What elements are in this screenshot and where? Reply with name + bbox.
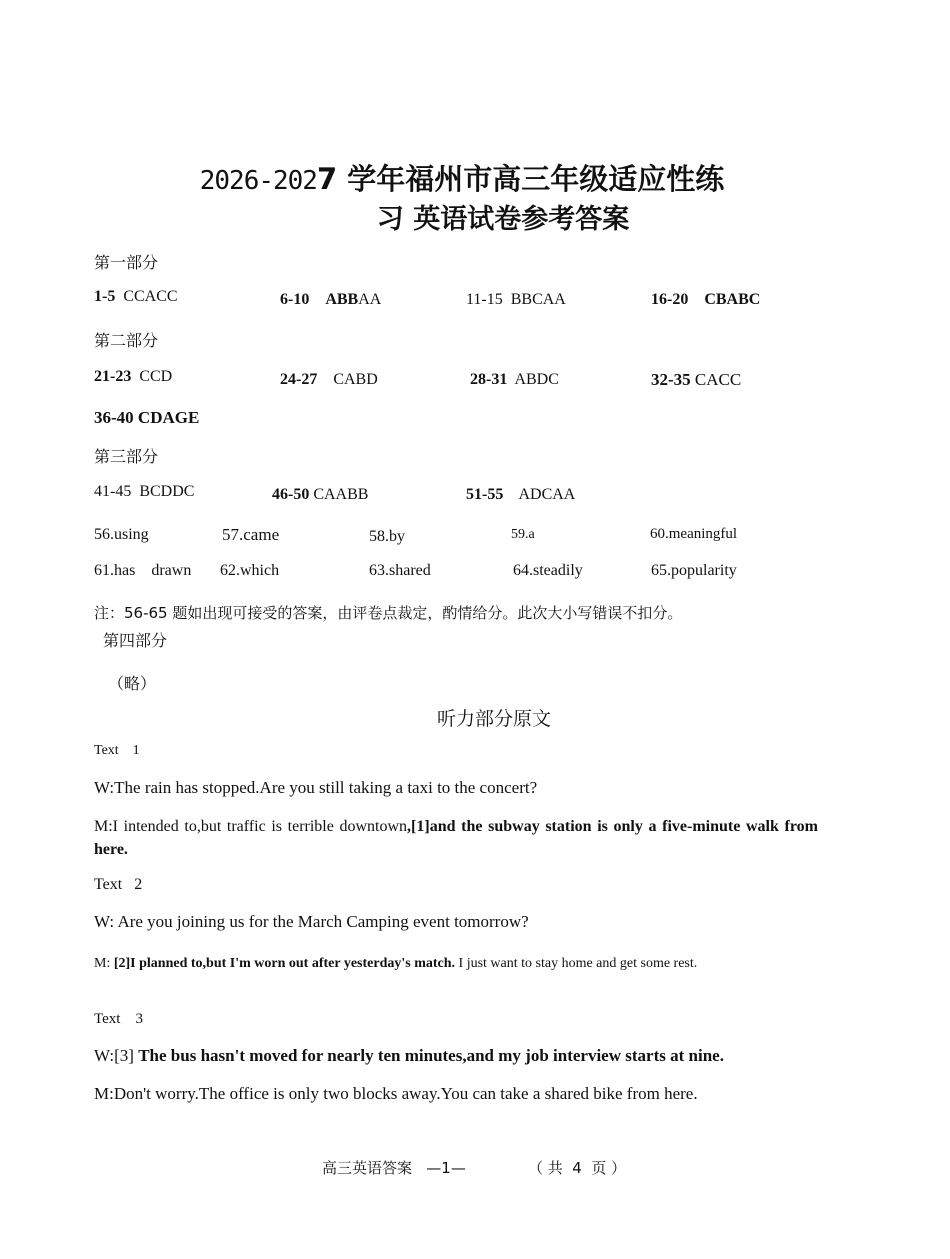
text-label: Text 2 [94, 876, 143, 893]
answer-value: ADCAA [518, 486, 576, 503]
fill-answer: 59.a [511, 527, 535, 542]
answer-group [470, 371, 559, 389]
dialogue-line: W:The rain has stopped.Are you still taking a taxi to the concert? [94, 778, 538, 797]
answer-value: BBCAA [510, 291, 566, 308]
part4-content: （略） [108, 674, 157, 693]
dialogue-key-sentence: [2]I planned to,but I'm worn out after yesterday's match. [113, 956, 456, 971]
fill-answer: 63.shared [369, 562, 431, 579]
answer-group [466, 291, 566, 309]
dialogue-line: M:Don't worry.The office is only two blocks away.You can take a shared bike from here. [94, 1084, 698, 1103]
dialogue-text: I just want to stay home and get some rest. [455, 956, 698, 971]
dialogue-key-sentence: ,[1]and the subway station is only a five-minute walk from here. [94, 818, 818, 858]
answer-group [280, 371, 378, 389]
answer-group [94, 408, 199, 428]
dialogue-line [94, 954, 808, 974]
answer-group [94, 368, 172, 386]
fill-answer: 56.using [94, 526, 149, 543]
dialogue-line [94, 1046, 724, 1066]
answer-value: CDAGE [137, 408, 200, 427]
page-title [0, 162, 924, 198]
answer-group [94, 483, 194, 501]
answer-group [272, 486, 368, 504]
title-year: 2026-202 [199, 166, 317, 196]
answer-range: 11-15 [466, 291, 503, 308]
footer-page-label: 高三英语答案 —1— [322, 1159, 466, 1177]
part4-heading: 第四部分 [103, 631, 168, 650]
fill-answer: 58.by [369, 528, 405, 545]
answer-range: 51-55 [466, 486, 504, 503]
answer-range: 36-40 [94, 408, 134, 427]
answer-group [466, 486, 575, 504]
fill-answer: 57.came [222, 525, 280, 544]
answer-value: AA [358, 291, 382, 308]
answer-range: 41-45 [94, 483, 132, 500]
text-label: Text 1 [94, 743, 140, 758]
dialogue-line: W: Are you joining us for the March Camping event tomorrow? [94, 912, 529, 931]
answer-range: 1-5 [94, 288, 116, 305]
answer-value: CAABB [313, 486, 369, 503]
dialogue-line [94, 815, 818, 861]
fill-answer: 65.popularity [651, 562, 737, 579]
fill-answer: 61.has drawn [94, 562, 192, 579]
listening-heading: 听力部分原文 [436, 708, 551, 730]
answer-value: CACC [694, 370, 742, 389]
dialogue-text: M:I intended to,but traffic is terrible downtown [94, 818, 408, 835]
answer-range: 46-50 [272, 486, 310, 503]
footer-page-count: （ 共 4 页 ） [528, 1159, 627, 1177]
text-label: Text 3 [94, 1011, 143, 1027]
answer-range: 16-20 [651, 291, 689, 308]
answer-range: 24-27 [280, 371, 318, 388]
part2-heading: 第二部分 [94, 331, 159, 350]
fill-answer: 64.steadily [513, 562, 583, 579]
answer-range: 21-23 [94, 368, 132, 385]
answer-group [651, 370, 741, 390]
scoring-note: 注：56-65 题如出现可接受的答案，由评卷点裁定，酌情给分。此次大小写错误不扣分。 [94, 604, 683, 622]
answer-range: 32-35 [651, 370, 691, 389]
answer-value-bold: ABB [325, 291, 359, 308]
answer-value: ABDC [514, 371, 559, 388]
fill-answer: 62.which [220, 562, 280, 579]
dialogue-text: W:[3] [94, 1046, 139, 1065]
answer-range: 6-10 [280, 291, 310, 308]
title-line1-rest: 7 学年福州市高三年级适应性练 [316, 162, 725, 196]
answer-value: BCDDC [139, 483, 195, 500]
answer-value: CBABC [704, 291, 761, 308]
answer-range: 28-31 [470, 371, 508, 388]
part3-heading: 第三部分 [94, 447, 159, 466]
answer-value: CCD [139, 368, 173, 385]
dialogue-key-sentence: The bus hasn't moved for nearly ten minutes,and my job interview starts at nine. [138, 1046, 724, 1065]
answer-value: CCACC [123, 288, 178, 305]
answer-group [280, 291, 381, 309]
part1-heading: 第一部分 [94, 253, 159, 272]
page-title-line2: 习 英语试卷参考答案 [376, 204, 630, 235]
dialogue-text: M: [94, 956, 114, 971]
answer-group [651, 291, 760, 309]
fill-answer: 60.meaningful [650, 526, 738, 542]
answer-group [94, 288, 178, 306]
answer-value: CABD [333, 371, 378, 388]
